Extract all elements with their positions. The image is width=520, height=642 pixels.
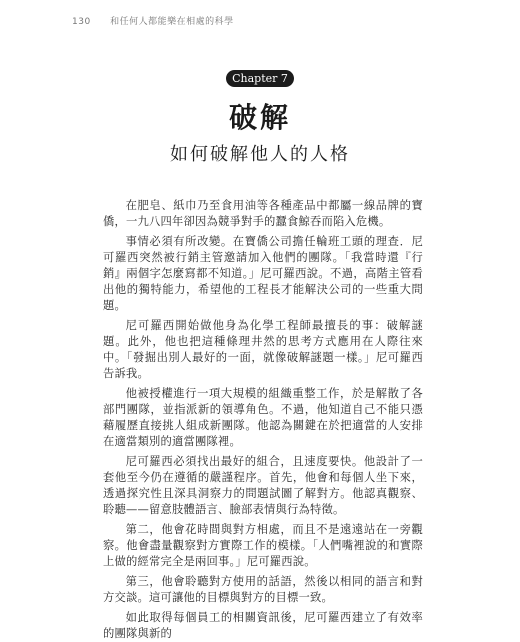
body-text [103, 198, 423, 642]
chapter-label: Chapter 7 [226, 70, 294, 87]
book-title: 和任何人都能樂在相處的科學 [110, 17, 234, 27]
paragraph: 如此取得每個員工的相關資訊後，尼可羅西建立了有效率的團隊與新的 [103, 611, 423, 640]
paragraph: 在肥皂、紙巾乃至食用油等各種產品中都屬一線品牌的寶僑，一九八四年卻因為競爭對手的蠶食鯨吞而陷入危機。 [103, 199, 423, 228]
chapter-subtitle: 如何破解他人的人格 [170, 144, 350, 165]
paragraph: 第三，他會聆聽對方使用的話語，然後以相同的語言和對方交談。這可讓他的目標與對方的目標一致。 [103, 575, 423, 604]
paragraph: 他被授權進行一項大規模的組織重整工作，於是解散了各部門團隊，並指派新的領導角色。不過，他知道自己不能只憑藉履歷直接挑人組成新團隊。他認為關鍵在於把適當的人安排在適當類別的適當團隊裡。 [103, 387, 423, 448]
running-header [72, 14, 234, 27]
chapter-title: 破解 [228, 101, 291, 134]
paragraph: 尼可羅西開始做他身為化學工程師最擅長的事：破解謎題。此外，他也把這種條理井然的思考方式應用在人際往來中。「發掘出別人最好的一面，就像破解謎題一樣。」尼可羅西告訴我。 [103, 319, 423, 380]
paragraph: 尼可羅西必須找出最好的組合，且速度要快。他設計了一套他至今仍在遵循的嚴謹程序。首先，他會和每個人坐下來，透過探究性且深具洞察力的問題試圖了解對方。他認真觀察、聆聽——留意肢體語言、臉部表情與行為特徵。 [103, 455, 423, 516]
paragraph: 事情必須有所改變。在寶僑公司擔任輪班工頭的理查．尼可羅西突然被行銷主管邀請加入他們的團隊。「我當時還『行銷』兩個字怎麼寫都不知道。」尼可羅西說。不過，高階主管看出他的獨特能力，希望他的工程長才能解決公司的一些重大問題。 [103, 235, 423, 312]
paragraph: 第二，他會花時間與對方相處，而且不是遠遠站在一旁觀察。他會盡量觀察對方實際工作的模樣。「人們嘴裡說的和實際上做的經常完全是兩回事。」尼可羅西說。 [103, 523, 423, 568]
page-number: 130 [72, 17, 91, 27]
